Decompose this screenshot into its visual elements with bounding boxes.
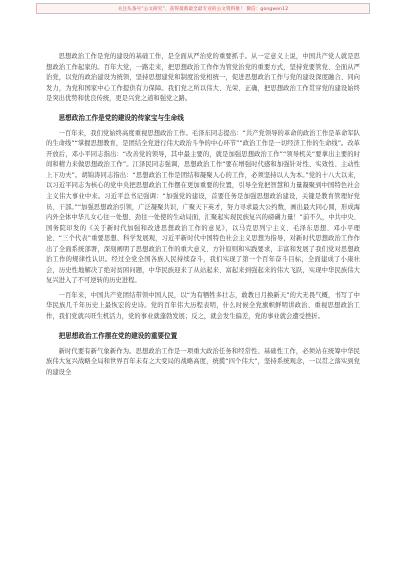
top-banner[interactable]: [36, 3, 370, 14]
section1-paragraph-1: 一百年来，我们党始终高度重视思想政治工作。毛泽东同志提出：“共产党领导的革命的政治工作是革命军队的生命线”“掌握思想教育，是团结全党进行伟大政治斗争的中心环节”“政治工作是一切经济工作的生命线”。改革开放后，邓小平同志指出：“改善党的领导，其中最主要的，就是加强思想政治工作”“领导机关“要拿出主要的时间和精力来做思想政治工作”。江泽民同志强调，思想政治工作“要在增强时代感和加强针对性、实效性、主动性上下功夫”。胡锦涛同志指出：“思想政治工作是团结和凝聚人心的工作，必须坚持以人为本。”党的十八大以来，以习近平同志为核心的党中央把思想政治工作摆在更加重要的位置，引导全党把智慧和力量凝聚到中国特色社会主义伟大事业中来。习近平总书记强调：“加强党的建设，首要任务是加强思想政治建设，关键是教育管理好党员、干部。”“加强思想政治引领，广泛凝聚共识，广聚天下英才，努力寻求最大公约数，画出最大同心圆，形成海内外全体中华儿女心往一处想、劲往一处使的生动局面，汇聚起实现民族复兴的磅礴力量！”前不久，中共中央、国务院印发的《关于新时代加强和改进思想政治工作的意见》，以马克思列宁主义、毛泽东思想、邓小平理论、“三个代表”重要思想、科学发展观，习近平新时代中国特色社会主义思想为指导，对新时代思想政治工作作出了全面系统部署，深刻阐明了思想政治工作的重大意义、方针原则和实践要求，丰富和发展了我们党对思想政治工作的规律性认识。经过全党全国各族人民持续奋斗，我们实现了第一个百年奋斗目标，全面建成了小康社会，历史性地解决了绝对贫困问题，中华民族迎来了从站起来、富起来到强起来的伟大飞跃，实现中华民族伟大复兴进入了不可逆转的历史进程。: [46, 129, 360, 285]
banner-text: 关注头条号“公文研究”，获得最新最全最专业的公文资料推！ 微信：gongwen12: [117, 6, 289, 12]
section-heading-1: 思想政治工作是党的建设的传家宝与生命线: [58, 113, 184, 122]
intro-paragraph: 思想政治工作是党的建设的基础工作，是全面从严治党的重要抓手。从一定意义上说，中国共产党人就是思想政治工作起家的。百年大党，一路走来，把思想政治工作作为管党治党的重要方式，坚持党要管党、全面从严治党，以党的政治建设为统领，坚持思想建党和制度治党相统一，促进思想政治工作与党的建设深度融合、同向发力，为党和国家中心工作提供有力保障。我们党之所以伟大、光荣、正确，把思想政治工作贯穿党的建设始终是突出优势和优良传统，更是兴党之道和强党之路。: [46, 53, 360, 103]
section2-paragraph-1: 新时代要有新气象新作为。思想政治工作是一项重大政治任务和经常性、基础性工作，必须站在统筹中华民族伟大复兴战略全局和世界百年未有之大变局的战略高度，统揽“四个伟大”，坚持系统观念，一以贯之落实到党的建设全: [46, 347, 360, 376]
section1-paragraph-2: 一百年来，中国共产党团结带领中国人民，以“为有牺牲多壮志，敢教日月换新天”的大无畏气概，书写了中华民族几千年历史上最恢宏的史诗。党的百年伟大历程表明，什么时候全党旗帜鲜明讲政治、重视思想政治工作，我们党就兴旺生机活力，党的事业就蓬勃发展；反之，就会发生偏差，党的事业就会遭受挫折。: [46, 291, 360, 321]
section-heading-2: 把思想政治工作摆在党的建设的重要位置: [58, 331, 178, 340]
document-body: [46, 52, 360, 378]
